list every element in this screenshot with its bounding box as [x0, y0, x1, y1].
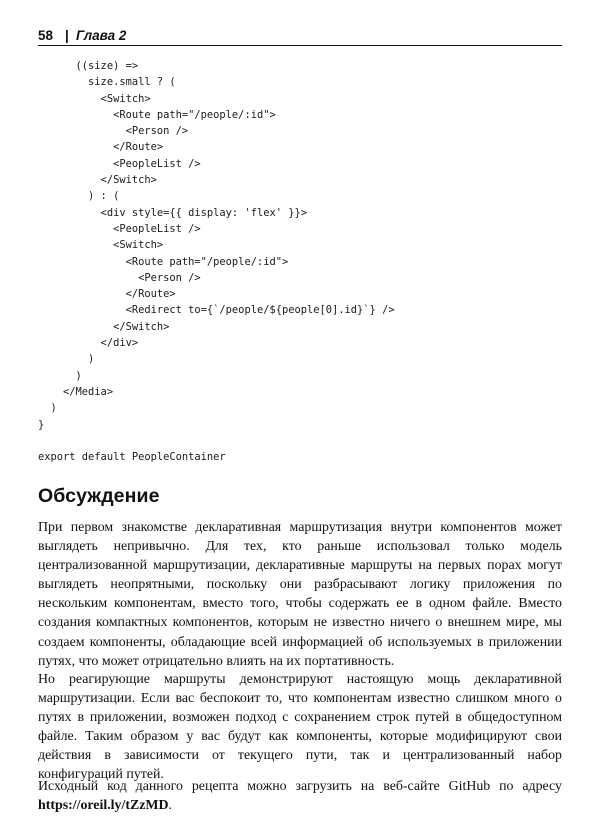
- paragraph-2: Но реагирующие маршруты демонстрируют настоящую мощь декларативной маршрутизации. Если вас беспокоит то, что компонентам известно слишком много о путях в приложении, возможен подход с сохранением строк путей в общедоступном файле. Таким образом у вас будут как компоненты, которые модифицируют свои действия в зависимости от текущего пути, так и централизованный набор конфигураций путей.: [38, 672, 562, 783]
- page-number: 58: [38, 28, 54, 43]
- paragraph-1: При первом знакомстве декларативная маршрутизация внутри компонентов может выглядеть непривычно. Для тех, кто раньше использовал только модель централизованной маршрутизации, декларативные маршруты на первых порах могут выглядеть неопрятными, поскольку они разбрасывают логику приложения по нескольким компонентам, вместо того, чтобы содержать ее в одном файле. Вместо создания компактных компонентов, которым не известно ничего о внешнем мире, мы создаем компоненты, обладающие всей информацией об используемых в приложении путях, что может отрицательно влиять на их портативность.: [38, 520, 562, 669]
- paragraph-3-text: Исходный код данного рецепта можно загрузить на веб-сайте GitHub по адресу: [38, 779, 562, 794]
- source-url-link[interactable]: https://oreil.ly/tZzMD: [38, 798, 169, 814]
- header-separator: |: [65, 28, 69, 43]
- code-listing: ((size) => size.small ? ( <Switch> <Route path="/people/:id"> <Person /> </Route> <PeopleList /> </Switch> ) : ( <div style={{ display: 'flex' }}> <PeopleList /> <Switch> <Route path="/people/:id"> <Person /> </Route> <Redirect to={`/people/${people[0].id}`} /> </Switch> </div> ) ) </Media> ) } export default PeopleContainer: [38, 60, 395, 464]
- end-period: .: [168, 798, 173, 814]
- section-title: Обсуждение: [38, 485, 160, 507]
- chapter-title: Глава 2: [76, 28, 127, 43]
- paragraph-3: [38, 777, 562, 815]
- header-rule: [38, 45, 562, 46]
